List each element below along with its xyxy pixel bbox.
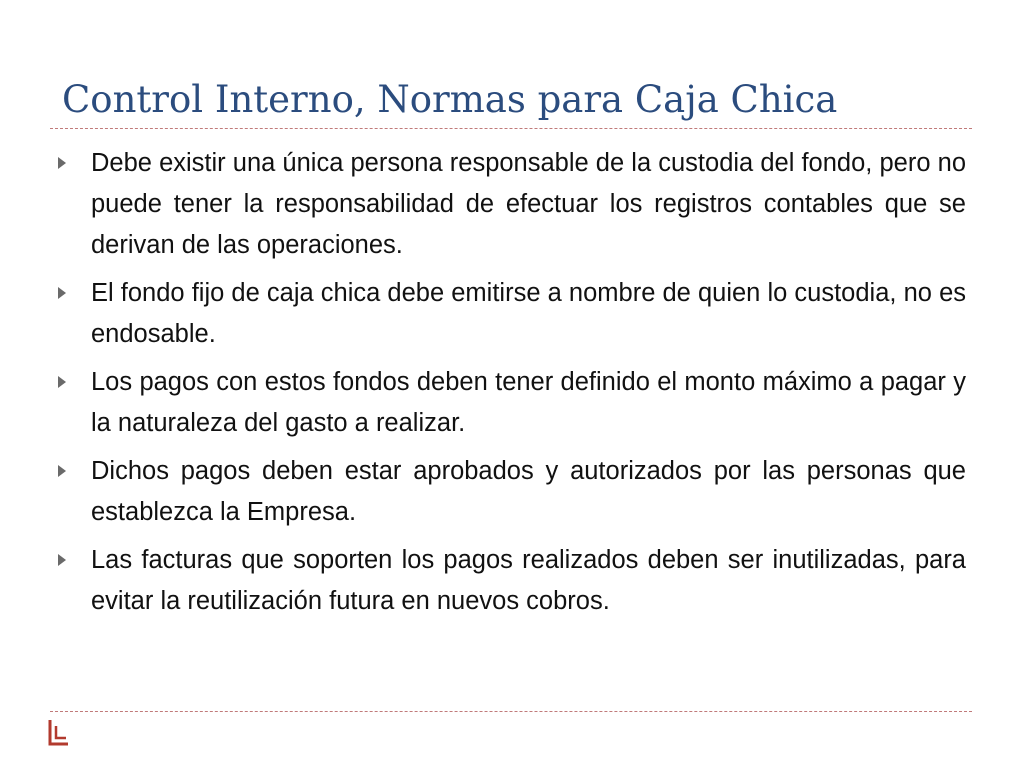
bullet-item xyxy=(56,540,966,622)
slide-corner-decoration-icon xyxy=(48,718,70,746)
bullet-item xyxy=(56,362,966,444)
bullet-list xyxy=(56,143,966,629)
triangle-right-icon xyxy=(58,157,66,169)
bullet-text: Las facturas que soporten los pagos realizados deben ser inutilizadas, para evitar la reutilización futura en nuevos cobros. xyxy=(91,546,966,615)
footer-divider xyxy=(50,711,972,712)
bullet-text: Dichos pagos deben estar aprobados y autorizados por las personas que establezca la Empresa. xyxy=(91,457,966,526)
title-divider xyxy=(50,128,972,129)
slide-title: Control Interno, Normas para Caja Chica xyxy=(62,78,838,121)
triangle-right-icon xyxy=(58,554,66,566)
bullet-text: Debe existir una única persona responsable de la custodia del fondo, pero no puede tener la responsabilidad de efectuar los registros contables que se derivan de las operaciones. xyxy=(91,149,966,259)
bullet-item xyxy=(56,273,966,355)
bullet-text: El fondo fijo de caja chica debe emitirse a nombre de quien lo custodia, no es endosable. xyxy=(91,279,966,348)
triangle-right-icon xyxy=(58,376,66,388)
triangle-right-icon xyxy=(58,465,66,477)
bullet-text: Los pagos con estos fondos deben tener definido el monto máximo a pagar y la naturaleza del gasto a realizar. xyxy=(91,368,966,437)
bullet-item xyxy=(56,451,966,533)
triangle-right-icon xyxy=(58,287,66,299)
bullet-item xyxy=(56,143,966,266)
